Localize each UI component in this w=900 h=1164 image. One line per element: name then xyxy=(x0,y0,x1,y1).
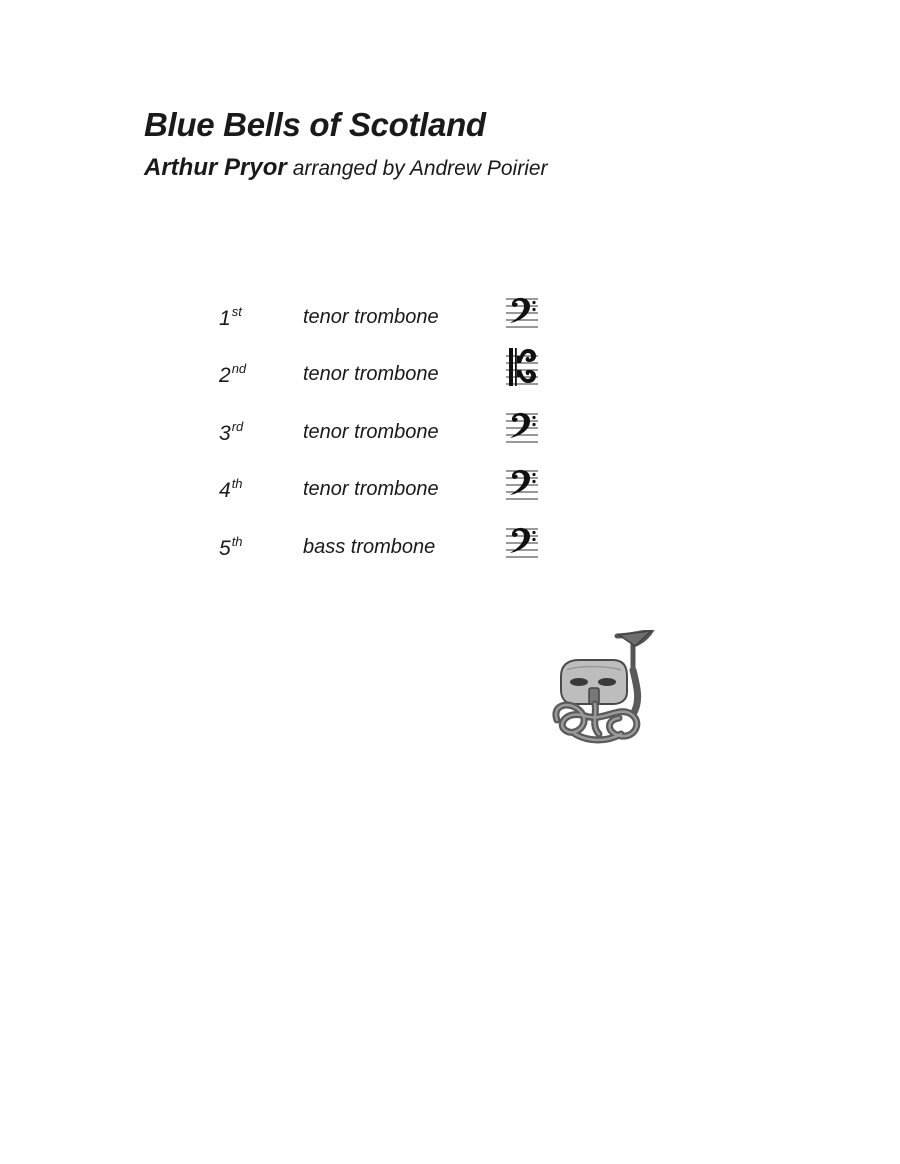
part-row xyxy=(0,305,900,345)
instrument-name: tenor trombone xyxy=(303,306,439,328)
part-ordinal: 3rd xyxy=(219,419,244,445)
part-ordinal: 1st xyxy=(219,304,242,330)
arranger-credit: arranged by Andrew Poirier xyxy=(292,157,548,180)
part-row xyxy=(0,420,900,460)
bass-clef-icon xyxy=(504,404,540,454)
part-ordinal: 2nd xyxy=(219,361,247,387)
instrument-name: tenor trombone xyxy=(303,421,439,443)
bass-clef-icon xyxy=(504,289,540,339)
part-ordinal: 5th xyxy=(219,534,243,560)
trombone-creature-icon xyxy=(545,630,657,745)
credits-line xyxy=(144,154,548,182)
instrument-name: bass trombone xyxy=(303,536,436,558)
composer-name: Arthur Pryor xyxy=(144,154,287,181)
bass-clef-icon xyxy=(504,519,540,569)
part-row xyxy=(0,477,900,517)
instrument-name: tenor trombone xyxy=(303,478,439,500)
instrument-name: tenor trombone xyxy=(303,363,439,385)
part-ordinal: 4th xyxy=(219,476,243,502)
part-row xyxy=(0,535,900,575)
bass-clef-icon xyxy=(504,461,540,511)
piece-title: Blue Bells of Scotland xyxy=(144,106,486,143)
part-row xyxy=(0,362,900,402)
tenor-clef-icon xyxy=(504,346,540,396)
